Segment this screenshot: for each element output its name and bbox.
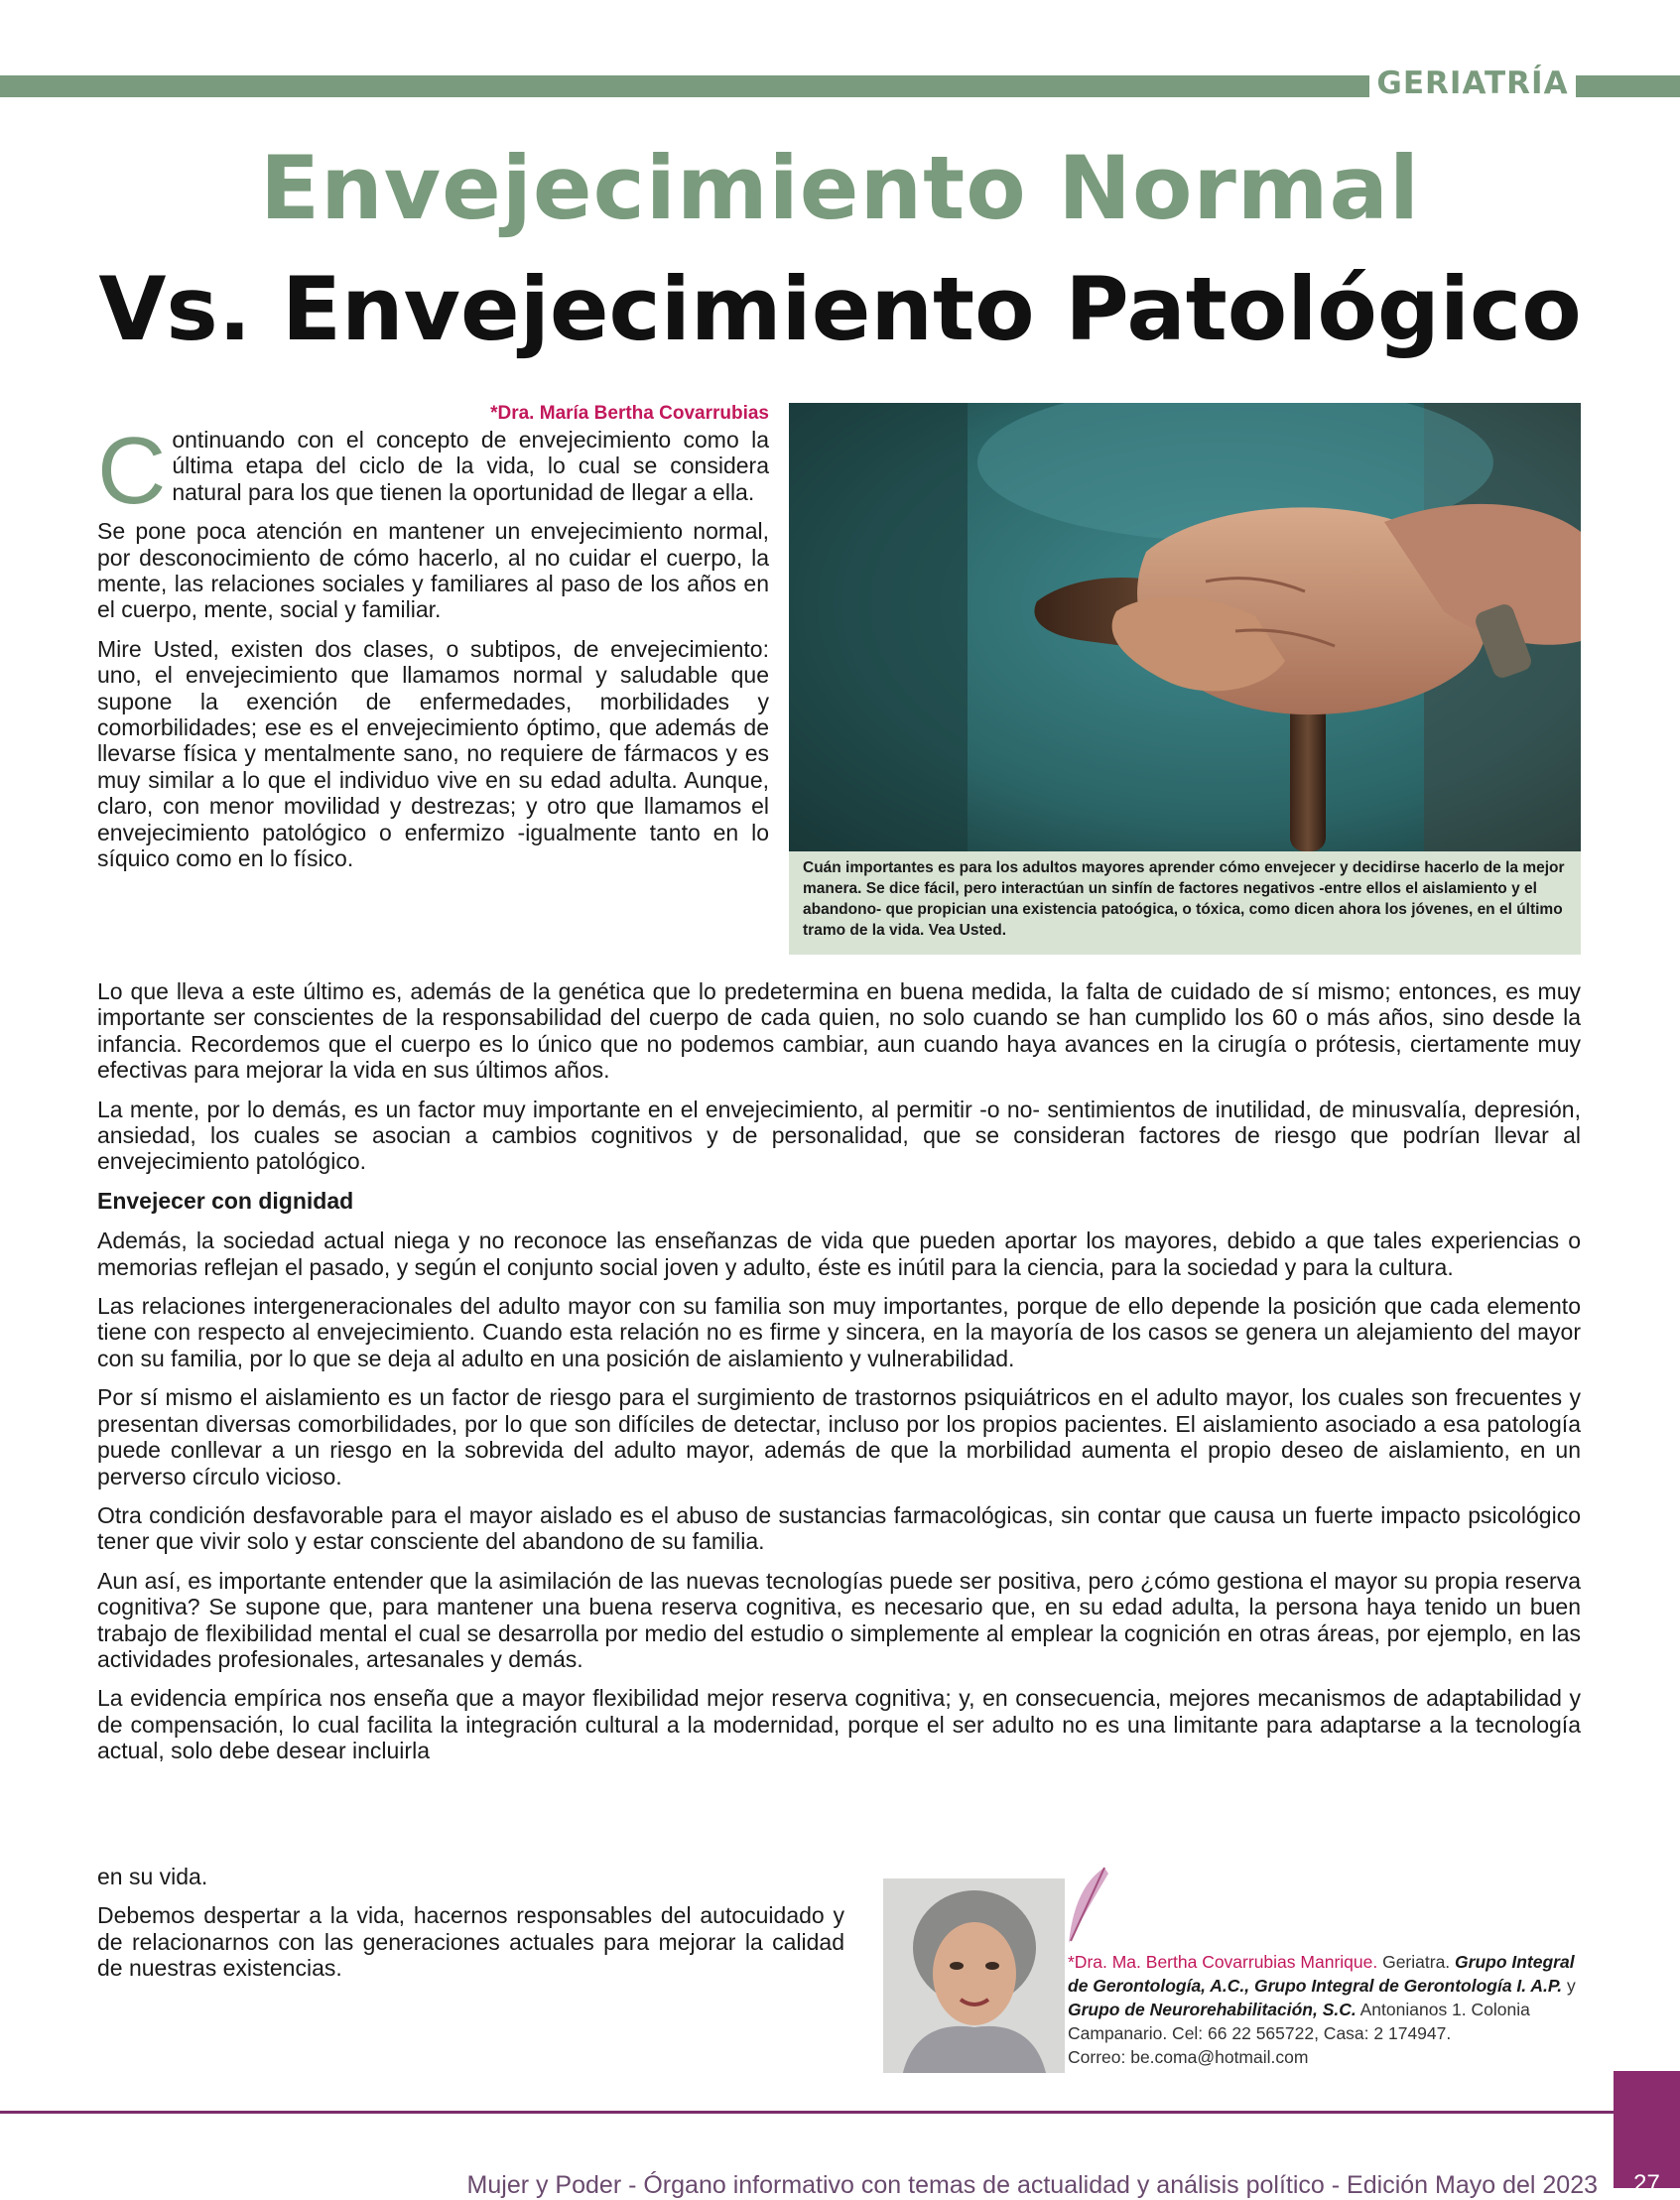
- body-paragraph-6: Otra condición desfavorable para el mayor aislado es el abuso de sustancias farmacológicas, sin contar que causa un fuerte impacto psicológico tener que vivir solo y estar consciente del abandono de su familia.: [97, 1501, 1581, 1555]
- author-portrait: [883, 1878, 1065, 2073]
- bio-name: *Dra. Ma. Bertha Covarrubias Manrique.: [1068, 1952, 1378, 1972]
- page-number: 27: [1614, 2071, 1680, 2188]
- section-label: GERIATRÍA: [1376, 65, 1569, 101]
- body-paragraph-7: Aun así, es importante entender que la asimilación de las nuevas tecnologías puede ser positiva, pero ¿cómo gestiona el mayor su propia reserva cognitiva? Se supone que, para mantener una buena reserva cognitiva, es necesario que, en su edad adulta, la persona haya tenido un buen trabajo de flexibilidad mental el cual se desarrolla por medio del estudio o simplemente al emplear la cognición en otras áreas, por ejemplo, en las actividades profesionales, artesanales y demás.: [97, 1567, 1581, 1672]
- subheading: Envejecer con dignidad: [97, 1187, 354, 1214]
- body-paragraph-3: Además, la sociedad actual niega y no reconoce las enseñanzas de vida que pueden aportar los mayores, debido a que tales experiencias o memorias reflejan el pasado, y según el conjunto social joven y adulto, éste es inútil para la ciencia, para la sociedad y para la cultura.: [97, 1228, 1581, 1280]
- photo-caption: Cuán importantes es para los adultos mayores aprender cómo envejecer y decidirse hacerlo de la mejor manera. Se dice fácil, pero interactúan un sinfín de factores negativos -entre ellos el aislamiento y el abandono- que propician una existencia patoógica, o tóxica, como dicen ahora los jóvenes, en el último tramo de la vida. Vea Usted.: [789, 851, 1581, 955]
- intro-paragraph-2: Se pone poca atención en mantener un envejecimiento normal, por desconocimiento de cómo hacerlo, al no cuidar el cuerpo, la mente, las relaciones sociales y familiares al paso de los años en el cuerpo, mente, social y familiar.: [97, 518, 769, 623]
- author-bio: *Dra. Ma. Bertha Covarrubias Manrique. Geriatra. Grupo Integral de Gerontología, A.C., Grupo Integral de Gerontología I. A.P. y Grupo de Neurorehabilitación, S.C. Antonianos 1. Colonia Campanario. Cel: 66 22 565722, Casa: 2 174947. Correo: be.coma@hotmail.com: [1068, 1952, 1576, 2067]
- closing-column: [97, 1864, 844, 1995]
- intro-paragraph-1: Continuando con el concepto de envejecimiento como la última etapa del ciclo de la vida, lo cual se considera natural para los que tienen la oportunidad de llegar a ella.: [97, 418, 769, 524]
- body-paragraph-2: La mente, por lo demás, es un factor muy importante en el envejecimiento, al permitir -o no- sentimientos de inutilidad, de minusvalía, depresión, ansiedad, los cuales se asocian a cambios cognitivos y de personalidad, que se consideran factores de riesgo que podrían llevar al envejecimiento patológico.: [97, 1096, 1581, 1175]
- footer-divider: [0, 2111, 1614, 2114]
- bio-org-2: Grupo de Neurorehabilitación, S.C.: [1068, 2000, 1357, 2019]
- bio-email: Correo: be.coma@hotmail.com: [1068, 2047, 1309, 2067]
- body-paragraph-1: Lo que lleva a este último es, además de la genética que lo predetermina en buena medida, la falta de cuidado de sí mismo; entonces, es muy importante ser conscientes de la responsabilidad del cuerpo de cada quien, no solo cuando se han cumplido los 60 o más años, sino desde la infancia. Recordemos que el cuerpo es lo único que no podemos cambiar, aun cuando haya avances en la cirugía o prótesis, ciertamente muy efectivas para mejorar la vida en sus últimos años.: [97, 978, 1581, 1084]
- article-body: [97, 978, 1581, 1764]
- body-paragraph-9: Debemos despertar a la vida, hacernos responsables del autocuidado y de relacionarnos con las generaciones actuales para mejorar la calidad de nuestras existencias.: [97, 1902, 844, 1982]
- elderly-hands-cane-photo: [789, 403, 1581, 851]
- drop-cap: C: [97, 418, 167, 524]
- header-bar-left: [0, 75, 1369, 97]
- intro-paragraph-3: Mire Usted, existen dos clases, o subtipos, de envejecimiento: uno, el envejecimiento que llamamos normal y saludable que supone la exención de enfermedades, morbilidades y comorbilidades; ese es el envejecimiento óptimo, que además de llevarse física y mentalmente sano, no requiere de fármacos y es muy similar a lo que el individuo vive en su edad adulta. Aunque, claro, con menor movilidad y destrezas; y otro que llamamos el envejecimiento patológico o enfermizo -igualmente tanto en lo síquico como en lo físico.: [97, 635, 769, 872]
- body-paragraph-8: La evidencia empírica nos enseña que a mayor flexibilidad mejor reserva cognitiva; y, en consecuencia, mejores mecanismos de adaptabilidad y de compensación, lo cual facilita la integración cultural a la modernidad, porque el ser adulto no es una limitante para adaptarse a la tecnología actual, solo debe desear incluirla: [97, 1685, 1581, 1764]
- article-title-line1: Envejecimiento Normal: [259, 137, 1421, 239]
- footer-publication: Mujer y Poder - Órgano informativo con temas de actualidad y análisis político - Edición Mayo del 2023: [466, 2171, 1598, 2199]
- body-paragraph-5: Por sí mismo el aislamiento es un factor de riesgo para el surgimiento de trastornos psiquiátricos en el adulto mayor, los cuales son frecuentes y presentan diversas comorbilidades, por lo que son difíciles de detectar, incluso por los propios pacientes. El aislamiento asociado a esa patología puede conllevar a un riesgo en la sobrevida del adulto mayor, además de que la morbilidad aumenta el propio deseo de aislamiento, en un perverso círculo vicioso.: [97, 1384, 1581, 1489]
- article-title-line2: Vs. Envejecimiento Patológico: [98, 258, 1582, 360]
- bio-org-1: Grupo Integral de Gerontología, A.C., Grupo Integral de Gerontología I. A.P.: [1068, 1952, 1575, 1996]
- bio-address: Antonianos 1. Colonia Campanario. Cel: 66 22 565722, Casa: 2 174947.: [1068, 2000, 1530, 2043]
- header-bar-right: [1576, 75, 1680, 97]
- intro-column: [97, 418, 769, 885]
- body-paragraph-4: Las relaciones intergeneracionales del adulto mayor con su familia son muy importantes, porque de ello depende la posición que cada elemento tiene con respecto al envejecimiento. Cuando esta relación no es firme y sincera, en la mayoría de los casos se genera un alejamiento del mayor con su familia, por lo que se deja al adulto en una posición de aislamiento y vulnerabilidad.: [97, 1293, 1581, 1371]
- author-byline: *Dra. María Bertha Covarrubias: [490, 403, 769, 424]
- quill-icon: [1065, 1866, 1114, 1945]
- body-paragraph-8-tail: en su vida.: [97, 1864, 208, 1889]
